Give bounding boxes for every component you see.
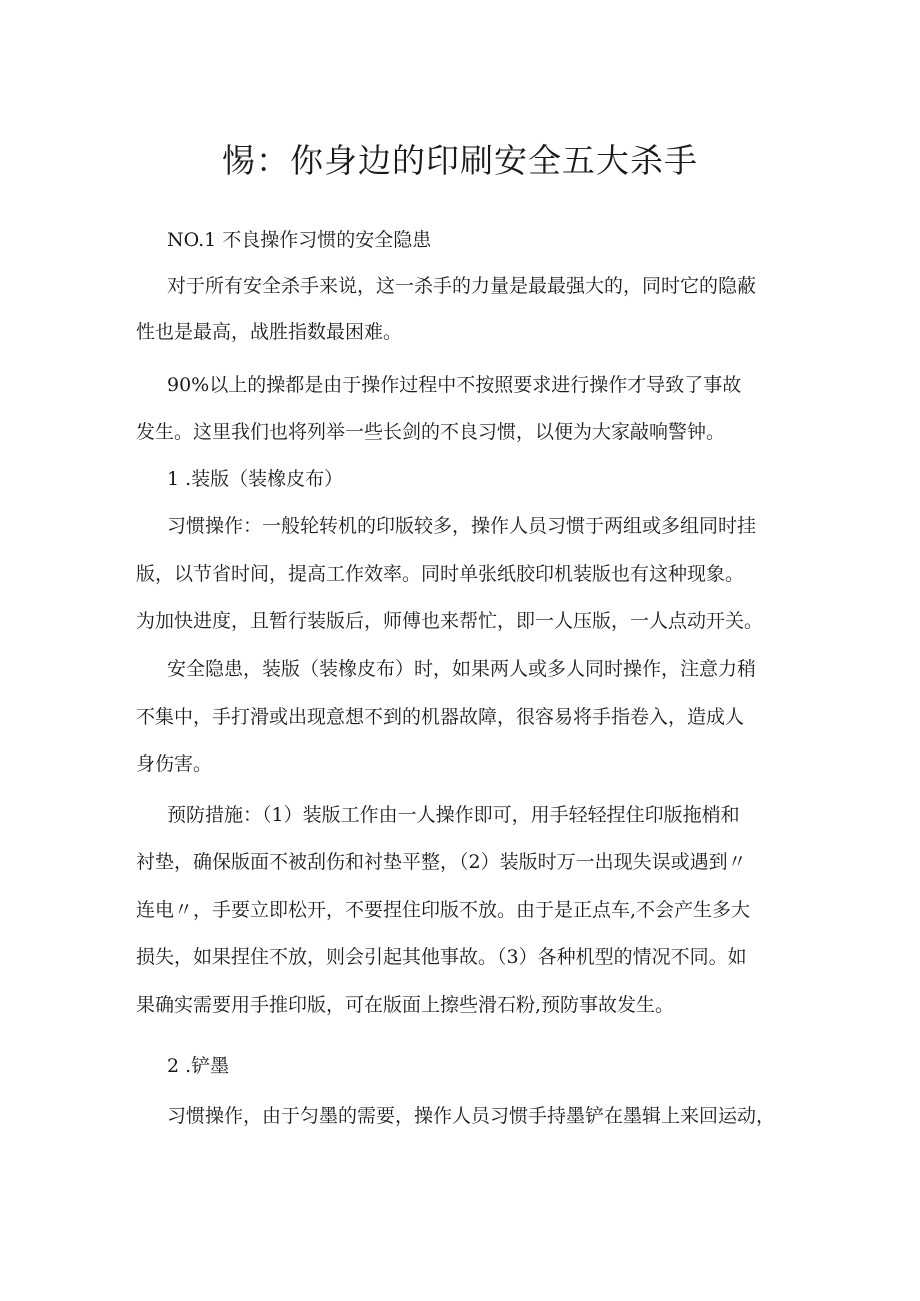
paragraph-line: 版，以节省时间，提高工作效率。同时单张纸胶印机装版也有这种现象。 (136, 563, 745, 585)
paragraph-line: 对于所有安全杀手来说，这一杀手的力量是最最强大的，同时它的隐蔽 (167, 275, 757, 297)
paragraph-line: 果确实需要用手推印版，可在版面上擦些滑石粉,预防事故发生。 (136, 994, 675, 1016)
paragraph-line: 不集中，手打滑或出现意想不到的机器故障，很容易将手指卷入，造成人 (136, 706, 745, 728)
paragraph-line: 安全隐患，装版（装橡皮布）时，如果两人或多人同时操作，注意力稍 (167, 658, 757, 680)
paragraph-line: 损失，如果捏住不放，则会引起其他事故。（3）各种机型的情况不同。如 (136, 946, 747, 968)
paragraph-line: 衬垫，确保版面不被刮伤和衬垫平整，（2）装版时万一出现失误或遇到〃 (136, 851, 747, 873)
document-title: 惕：你身边的印刷安全五大杀手 (222, 141, 698, 180)
subsection-heading-2: 2 .铲墨 (167, 1055, 230, 1077)
paragraph-line: 为加快进度，且暂行装版后，师傅也来帮忙，即一人压版，一人点动开关。 (136, 610, 764, 632)
paragraph-line: 习惯操作，由于匀墨的需要，操作人员习惯手持墨铲在墨辑上来回运动， (167, 1105, 776, 1127)
paragraph-line: 90%以上的操都是由于操作过程中不按照要求进行操作才导致了事故 (167, 374, 742, 396)
paragraph-line: 预防措施：（1）装版工作由一人操作即可，用手轻轻捏住印版拖梢和 (167, 804, 740, 826)
paragraph-line: 习惯操作：一般轮转机的印版较多，操作人员习惯于两组或多组同时挂 (167, 515, 757, 537)
paragraph-line: 发生。这里我们也将列举一些长剑的不良习惯，以便为大家敲响警钟。 (136, 421, 726, 443)
section-heading-no1: NO.1 不良操作习惯的安全隐患 (167, 229, 432, 251)
paragraph-line: 身伤害。 (136, 753, 213, 775)
paragraph-line: 性也是最高，战胜指数最困难。 (136, 321, 403, 343)
subsection-heading-1: 1 .装版（装橡皮布） (167, 468, 344, 490)
paragraph-line: 连电〃，手要立即松开，不要捏住印版不放。由于是正点车,不会产生多大 (136, 899, 751, 921)
